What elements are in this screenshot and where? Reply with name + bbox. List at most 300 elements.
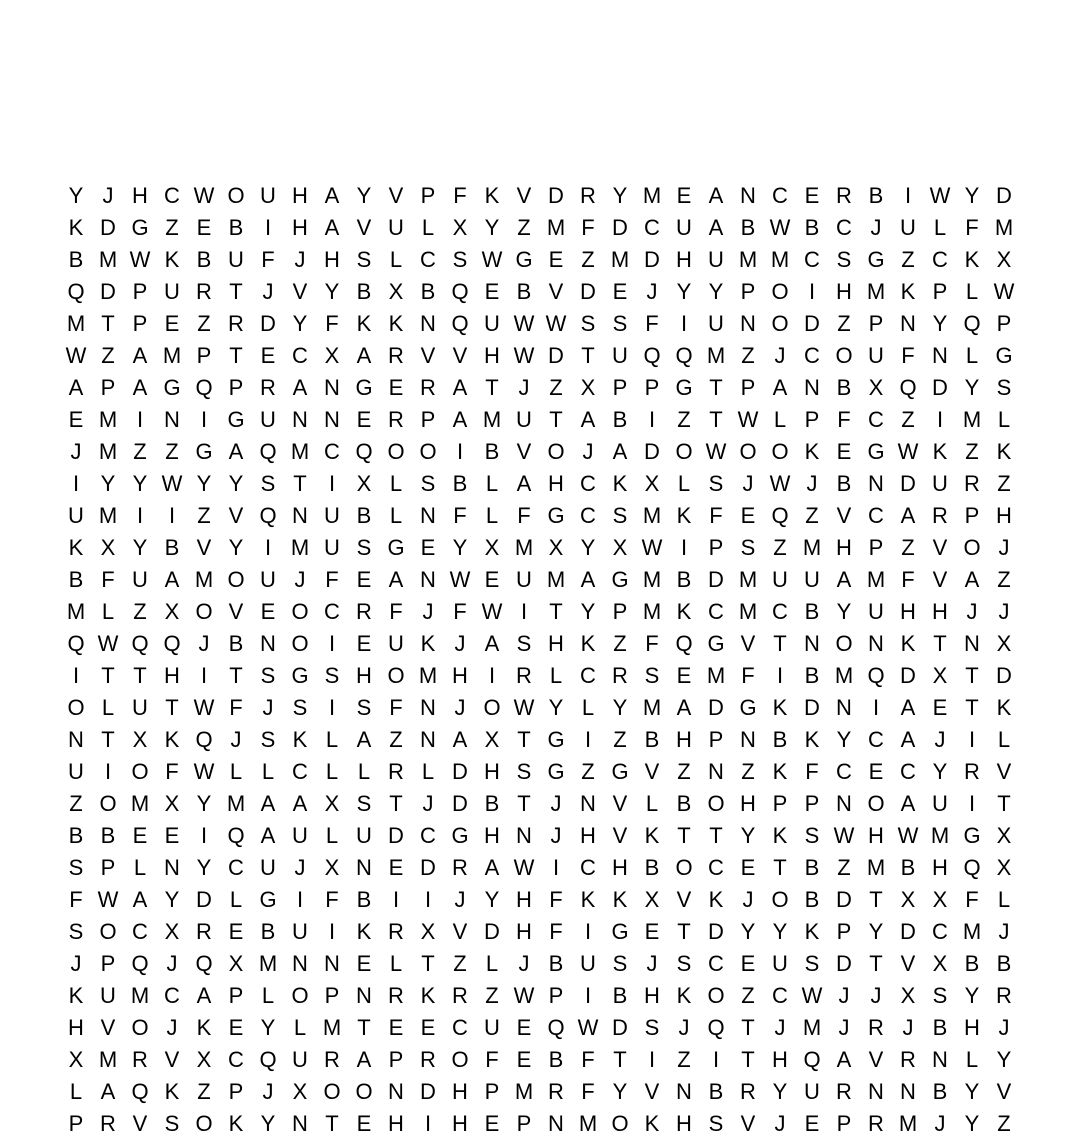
- letter-cell[interactable]: N: [164, 407, 180, 432]
- letter-cell[interactable]: V: [932, 535, 948, 560]
- letter-cell[interactable]: E: [356, 951, 372, 976]
- letter-cell[interactable]: B: [356, 503, 372, 528]
- letter-cell[interactable]: U: [516, 567, 532, 592]
- letter-cell[interactable]: A: [132, 375, 148, 400]
- letter-cell[interactable]: C: [836, 215, 852, 240]
- letter-cell[interactable]: T: [549, 599, 563, 624]
- letter-cell[interactable]: A: [772, 375, 788, 400]
- letter-cell[interactable]: P: [228, 1079, 244, 1104]
- letter-cell[interactable]: J: [806, 471, 818, 496]
- letter-cell[interactable]: Y: [836, 727, 852, 752]
- letter-cell[interactable]: I: [584, 983, 592, 1008]
- letter-cell[interactable]: B: [260, 919, 276, 944]
- letter-cell[interactable]: U: [516, 407, 532, 432]
- letter-cell[interactable]: S: [356, 791, 372, 816]
- letter-cell[interactable]: B: [804, 215, 820, 240]
- letter-cell[interactable]: E: [164, 823, 180, 848]
- letter-cell[interactable]: S: [740, 535, 756, 560]
- letter-cell[interactable]: O: [771, 887, 789, 912]
- letter-cell[interactable]: Z: [997, 1111, 1011, 1136]
- letter-cell[interactable]: A: [324, 215, 340, 240]
- letter-cell[interactable]: M: [770, 247, 790, 272]
- letter-cell[interactable]: C: [292, 759, 308, 784]
- letter-cell[interactable]: K: [804, 439, 820, 464]
- letter-cell[interactable]: U: [484, 1015, 500, 1040]
- letter-cell[interactable]: A: [484, 855, 500, 880]
- letter-cell[interactable]: W: [897, 823, 919, 848]
- letter-cell[interactable]: A: [388, 567, 404, 592]
- letter-cell[interactable]: L: [293, 1015, 307, 1040]
- letter-cell[interactable]: A: [836, 1047, 852, 1072]
- letter-cell[interactable]: B: [516, 279, 532, 304]
- letter-cell[interactable]: P: [644, 375, 660, 400]
- letter-cell[interactable]: K: [772, 695, 788, 720]
- letter-cell[interactable]: V: [452, 343, 468, 368]
- letter-cell[interactable]: J: [902, 1015, 914, 1040]
- letter-cell[interactable]: B: [452, 471, 468, 496]
- letter-cell[interactable]: C: [580, 503, 596, 528]
- letter-cell[interactable]: A: [68, 375, 84, 400]
- letter-cell[interactable]: Q: [259, 503, 277, 528]
- letter-cell[interactable]: T: [581, 343, 595, 368]
- letter-cell[interactable]: Z: [677, 1047, 691, 1072]
- letter-cell[interactable]: M: [962, 919, 982, 944]
- letter-cell[interactable]: A: [292, 791, 308, 816]
- letter-cell[interactable]: D: [420, 855, 436, 880]
- letter-cell[interactable]: S: [516, 631, 532, 656]
- letter-cell[interactable]: G: [547, 759, 565, 784]
- letter-cell[interactable]: T: [677, 823, 691, 848]
- letter-cell[interactable]: F: [69, 887, 83, 912]
- letter-cell[interactable]: M: [290, 439, 310, 464]
- letter-cell[interactable]: I: [328, 471, 336, 496]
- letter-cell[interactable]: W: [193, 759, 215, 784]
- letter-cell[interactable]: Q: [899, 375, 917, 400]
- letter-cell[interactable]: S: [644, 1015, 660, 1040]
- letter-cell[interactable]: B: [772, 727, 788, 752]
- letter-cell[interactable]: F: [581, 1047, 595, 1072]
- letter-cell[interactable]: T: [965, 695, 979, 720]
- letter-cell[interactable]: R: [452, 983, 468, 1008]
- letter-cell[interactable]: J: [294, 855, 306, 880]
- letter-cell[interactable]: K: [228, 1111, 244, 1136]
- letter-cell[interactable]: T: [389, 791, 403, 816]
- letter-cell[interactable]: Z: [389, 727, 403, 752]
- letter-cell[interactable]: F: [549, 919, 563, 944]
- letter-cell[interactable]: J: [774, 343, 786, 368]
- letter-cell[interactable]: G: [995, 343, 1013, 368]
- letter-cell[interactable]: A: [100, 1079, 116, 1104]
- letter-cell[interactable]: N: [804, 375, 820, 400]
- letter-cell[interactable]: D: [612, 215, 628, 240]
- letter-cell[interactable]: M: [706, 663, 726, 688]
- letter-cell[interactable]: P: [932, 279, 948, 304]
- letter-cell[interactable]: C: [324, 599, 340, 624]
- letter-cell[interactable]: L: [69, 1079, 83, 1104]
- letter-cell[interactable]: V: [100, 1015, 116, 1040]
- letter-cell[interactable]: G: [867, 247, 885, 272]
- letter-cell[interactable]: M: [418, 663, 438, 688]
- letter-cell[interactable]: Q: [675, 343, 693, 368]
- letter-cell[interactable]: V: [900, 951, 916, 976]
- letter-cell[interactable]: P: [196, 343, 212, 368]
- letter-cell[interactable]: K: [420, 631, 436, 656]
- letter-cell[interactable]: Y: [580, 535, 596, 560]
- letter-cell[interactable]: M: [98, 439, 118, 464]
- letter-cell[interactable]: Y: [964, 1111, 980, 1136]
- letter-cell[interactable]: W: [97, 631, 119, 656]
- letter-cell[interactable]: B: [68, 823, 84, 848]
- letter-cell[interactable]: Y: [164, 887, 180, 912]
- letter-cell[interactable]: R: [452, 855, 468, 880]
- letter-cell[interactable]: O: [547, 439, 565, 464]
- letter-cell[interactable]: C: [900, 759, 916, 784]
- letter-cell[interactable]: X: [388, 279, 404, 304]
- letter-cell[interactable]: K: [612, 471, 628, 496]
- letter-cell[interactable]: C: [580, 471, 596, 496]
- letter-cell[interactable]: Y: [260, 1015, 276, 1040]
- letter-cell[interactable]: D: [836, 951, 852, 976]
- letter-cell[interactable]: P: [612, 599, 628, 624]
- letter-cell[interactable]: C: [580, 855, 596, 880]
- letter-cell[interactable]: O: [451, 1047, 469, 1072]
- letter-cell[interactable]: A: [836, 567, 852, 592]
- letter-cell[interactable]: L: [357, 759, 371, 784]
- letter-cell[interactable]: B: [100, 823, 116, 848]
- letter-cell[interactable]: E: [548, 247, 564, 272]
- letter-cell[interactable]: P: [740, 279, 756, 304]
- letter-cell[interactable]: Z: [165, 439, 179, 464]
- letter-cell[interactable]: V: [292, 279, 308, 304]
- letter-cell[interactable]: Q: [227, 823, 245, 848]
- letter-cell[interactable]: I: [72, 663, 80, 688]
- letter-cell[interactable]: Q: [547, 1015, 565, 1040]
- letter-cell[interactable]: E: [932, 695, 948, 720]
- letter-cell[interactable]: H: [68, 1015, 84, 1040]
- letter-cell[interactable]: U: [868, 343, 884, 368]
- letter-cell[interactable]: U: [292, 823, 308, 848]
- letter-cell[interactable]: L: [421, 759, 435, 784]
- letter-cell[interactable]: H: [452, 1111, 468, 1136]
- letter-cell[interactable]: Z: [741, 343, 755, 368]
- letter-cell[interactable]: I: [680, 535, 688, 560]
- letter-cell[interactable]: U: [868, 599, 884, 624]
- letter-cell[interactable]: O: [483, 695, 501, 720]
- letter-cell[interactable]: K: [644, 1111, 660, 1136]
- letter-cell[interactable]: E: [356, 1111, 372, 1136]
- letter-cell[interactable]: E: [164, 311, 180, 336]
- letter-cell[interactable]: U: [388, 215, 404, 240]
- letter-cell[interactable]: T: [165, 695, 179, 720]
- letter-cell[interactable]: G: [387, 535, 405, 560]
- letter-cell[interactable]: Q: [643, 343, 661, 368]
- letter-cell[interactable]: B: [836, 375, 852, 400]
- letter-cell[interactable]: D: [996, 663, 1012, 688]
- letter-cell[interactable]: K: [580, 887, 596, 912]
- letter-cell[interactable]: A: [900, 695, 916, 720]
- letter-cell[interactable]: M: [866, 279, 886, 304]
- letter-cell[interactable]: J: [774, 1015, 786, 1040]
- letter-cell[interactable]: L: [261, 983, 275, 1008]
- letter-cell[interactable]: H: [484, 343, 500, 368]
- letter-cell[interactable]: T: [549, 407, 563, 432]
- letter-cell[interactable]: L: [389, 247, 403, 272]
- letter-cell[interactable]: U: [804, 567, 820, 592]
- letter-cell[interactable]: P: [804, 407, 820, 432]
- letter-cell[interactable]: M: [194, 567, 214, 592]
- letter-cell[interactable]: H: [516, 887, 532, 912]
- letter-cell[interactable]: M: [994, 215, 1014, 240]
- letter-cell[interactable]: S: [356, 695, 372, 720]
- letter-cell[interactable]: F: [165, 759, 179, 784]
- letter-cell[interactable]: Y: [996, 1047, 1012, 1072]
- letter-cell[interactable]: R: [836, 183, 852, 208]
- letter-cell[interactable]: J: [678, 1015, 690, 1040]
- letter-cell[interactable]: Q: [355, 439, 373, 464]
- letter-cell[interactable]: V: [740, 631, 756, 656]
- letter-cell[interactable]: R: [100, 1111, 116, 1136]
- letter-cell[interactable]: F: [517, 503, 531, 528]
- letter-cell[interactable]: Q: [867, 663, 885, 688]
- letter-cell[interactable]: L: [997, 407, 1011, 432]
- letter-cell[interactable]: J: [582, 439, 594, 464]
- letter-cell[interactable]: R: [260, 375, 276, 400]
- letter-cell[interactable]: A: [452, 407, 468, 432]
- letter-cell[interactable]: F: [325, 567, 339, 592]
- letter-cell[interactable]: L: [677, 471, 691, 496]
- letter-cell[interactable]: M: [738, 599, 758, 624]
- letter-cell[interactable]: R: [612, 663, 628, 688]
- letter-cell[interactable]: U: [260, 183, 276, 208]
- letter-cell[interactable]: Z: [581, 759, 595, 784]
- letter-cell[interactable]: M: [130, 983, 150, 1008]
- letter-cell[interactable]: H: [164, 663, 180, 688]
- letter-cell[interactable]: O: [291, 983, 309, 1008]
- letter-cell[interactable]: D: [932, 375, 948, 400]
- letter-cell[interactable]: X: [644, 471, 660, 496]
- letter-cell[interactable]: C: [164, 983, 180, 1008]
- letter-cell[interactable]: N: [580, 791, 596, 816]
- letter-cell[interactable]: I: [552, 855, 560, 880]
- letter-cell[interactable]: W: [193, 183, 215, 208]
- letter-cell[interactable]: O: [131, 759, 149, 784]
- letter-cell[interactable]: L: [485, 951, 499, 976]
- letter-cell[interactable]: D: [452, 791, 468, 816]
- letter-cell[interactable]: G: [707, 631, 725, 656]
- letter-cell[interactable]: G: [515, 247, 533, 272]
- letter-cell[interactable]: C: [452, 1015, 468, 1040]
- letter-cell[interactable]: A: [452, 727, 468, 752]
- letter-cell[interactable]: T: [485, 375, 499, 400]
- letter-cell[interactable]: D: [900, 919, 916, 944]
- letter-cell[interactable]: D: [548, 183, 564, 208]
- letter-cell[interactable]: C: [420, 247, 436, 272]
- letter-cell[interactable]: T: [229, 279, 243, 304]
- letter-cell[interactable]: T: [933, 631, 947, 656]
- letter-cell[interactable]: Y: [612, 1079, 628, 1104]
- letter-cell[interactable]: X: [228, 951, 244, 976]
- letter-cell[interactable]: J: [998, 1015, 1010, 1040]
- letter-cell[interactable]: K: [900, 631, 916, 656]
- letter-cell[interactable]: V: [196, 535, 212, 560]
- letter-cell[interactable]: A: [260, 791, 276, 816]
- letter-cell[interactable]: V: [644, 759, 660, 784]
- letter-cell[interactable]: B: [644, 727, 660, 752]
- letter-cell[interactable]: H: [868, 823, 884, 848]
- letter-cell[interactable]: R: [228, 311, 244, 336]
- letter-cell[interactable]: F: [453, 183, 467, 208]
- letter-cell[interactable]: N: [292, 407, 308, 432]
- letter-cell[interactable]: M: [834, 663, 854, 688]
- letter-cell[interactable]: M: [642, 599, 662, 624]
- letter-cell[interactable]: W: [193, 695, 215, 720]
- letter-cell[interactable]: K: [484, 183, 500, 208]
- letter-cell[interactable]: Y: [132, 471, 148, 496]
- letter-cell[interactable]: M: [642, 183, 662, 208]
- letter-cell[interactable]: N: [932, 1047, 948, 1072]
- letter-cell[interactable]: O: [771, 439, 789, 464]
- letter-cell[interactable]: O: [963, 535, 981, 560]
- letter-cell[interactable]: B: [644, 855, 660, 880]
- letter-cell[interactable]: X: [996, 855, 1012, 880]
- letter-cell[interactable]: M: [66, 599, 86, 624]
- letter-cell[interactable]: N: [292, 1111, 308, 1136]
- letter-cell[interactable]: F: [965, 887, 979, 912]
- letter-cell[interactable]: I: [328, 919, 336, 944]
- letter-cell[interactable]: G: [195, 439, 213, 464]
- letter-cell[interactable]: W: [833, 823, 855, 848]
- letter-cell[interactable]: W: [929, 183, 951, 208]
- letter-cell[interactable]: S: [996, 375, 1012, 400]
- letter-cell[interactable]: F: [901, 343, 915, 368]
- letter-cell[interactable]: A: [292, 375, 308, 400]
- letter-cell[interactable]: U: [292, 1047, 308, 1072]
- letter-cell[interactable]: E: [740, 503, 756, 528]
- letter-cell[interactable]: O: [611, 1111, 629, 1136]
- letter-cell[interactable]: A: [484, 631, 500, 656]
- letter-cell[interactable]: A: [676, 695, 692, 720]
- letter-cell[interactable]: Z: [133, 599, 147, 624]
- letter-cell[interactable]: Q: [451, 311, 469, 336]
- letter-cell[interactable]: O: [99, 791, 117, 816]
- letter-cell[interactable]: S: [516, 759, 532, 784]
- letter-cell[interactable]: H: [292, 183, 308, 208]
- letter-cell[interactable]: N: [292, 503, 308, 528]
- letter-cell[interactable]: L: [133, 855, 147, 880]
- letter-cell[interactable]: U: [676, 215, 692, 240]
- letter-cell[interactable]: P: [868, 311, 884, 336]
- letter-cell[interactable]: J: [998, 919, 1010, 944]
- letter-cell[interactable]: Y: [740, 919, 756, 944]
- letter-cell[interactable]: B: [356, 887, 372, 912]
- letter-cell[interactable]: U: [772, 567, 788, 592]
- letter-cell[interactable]: B: [612, 407, 628, 432]
- letter-cell[interactable]: Q: [259, 1047, 277, 1072]
- letter-cell[interactable]: H: [740, 791, 756, 816]
- letter-cell[interactable]: S: [260, 727, 276, 752]
- letter-cell[interactable]: Z: [997, 567, 1011, 592]
- letter-cell[interactable]: T: [741, 1015, 755, 1040]
- letter-cell[interactable]: Y: [484, 215, 500, 240]
- letter-cell[interactable]: N: [516, 823, 532, 848]
- letter-cell[interactable]: J: [742, 471, 754, 496]
- letter-cell[interactable]: I: [520, 599, 528, 624]
- letter-cell[interactable]: K: [676, 503, 692, 528]
- letter-cell[interactable]: Q: [963, 311, 981, 336]
- letter-cell[interactable]: J: [870, 215, 882, 240]
- letter-cell[interactable]: J: [838, 983, 850, 1008]
- letter-cell[interactable]: I: [136, 407, 144, 432]
- letter-cell[interactable]: X: [356, 471, 372, 496]
- letter-cell[interactable]: N: [964, 631, 980, 656]
- letter-cell[interactable]: I: [264, 215, 272, 240]
- letter-cell[interactable]: M: [962, 407, 982, 432]
- letter-cell[interactable]: H: [996, 503, 1012, 528]
- letter-cell[interactable]: T: [357, 1015, 371, 1040]
- letter-cell[interactable]: Z: [101, 343, 115, 368]
- letter-cell[interactable]: S: [612, 951, 628, 976]
- letter-cell[interactable]: A: [516, 471, 532, 496]
- letter-cell[interactable]: H: [836, 279, 852, 304]
- letter-cell[interactable]: Y: [100, 471, 116, 496]
- letter-cell[interactable]: R: [900, 1047, 916, 1072]
- letter-cell[interactable]: O: [99, 919, 117, 944]
- letter-cell[interactable]: O: [739, 439, 757, 464]
- letter-cell[interactable]: P: [964, 503, 980, 528]
- letter-cell[interactable]: J: [198, 631, 210, 656]
- letter-cell[interactable]: X: [580, 375, 596, 400]
- letter-cell[interactable]: O: [291, 599, 309, 624]
- letter-cell[interactable]: E: [612, 279, 628, 304]
- letter-cell[interactable]: A: [356, 727, 372, 752]
- letter-cell[interactable]: D: [612, 1015, 628, 1040]
- letter-cell[interactable]: D: [804, 311, 820, 336]
- letter-cell[interactable]: M: [482, 407, 502, 432]
- letter-cell[interactable]: J: [550, 823, 562, 848]
- letter-cell[interactable]: O: [771, 311, 789, 336]
- letter-cell[interactable]: J: [294, 247, 306, 272]
- letter-cell[interactable]: N: [740, 311, 756, 336]
- letter-cell[interactable]: C: [868, 727, 884, 752]
- letter-cell[interactable]: N: [324, 407, 340, 432]
- letter-cell[interactable]: L: [325, 823, 339, 848]
- letter-cell[interactable]: C: [772, 183, 788, 208]
- letter-cell[interactable]: Z: [997, 471, 1011, 496]
- letter-cell[interactable]: R: [132, 1047, 148, 1072]
- letter-cell[interactable]: N: [836, 791, 852, 816]
- letter-cell[interactable]: S: [260, 663, 276, 688]
- letter-cell[interactable]: E: [516, 1047, 532, 1072]
- letter-cell[interactable]: U: [132, 567, 148, 592]
- letter-cell[interactable]: A: [132, 343, 148, 368]
- letter-cell[interactable]: S: [708, 1111, 724, 1136]
- letter-cell[interactable]: X: [324, 343, 340, 368]
- letter-cell[interactable]: X: [548, 535, 564, 560]
- letter-cell[interactable]: N: [740, 727, 756, 752]
- letter-cell[interactable]: P: [388, 1047, 404, 1072]
- letter-cell[interactable]: R: [868, 1111, 884, 1136]
- letter-cell[interactable]: E: [740, 855, 756, 880]
- letter-cell[interactable]: B: [996, 951, 1012, 976]
- letter-cell[interactable]: F: [389, 599, 403, 624]
- letter-cell[interactable]: L: [101, 599, 115, 624]
- letter-cell[interactable]: F: [709, 503, 723, 528]
- letter-cell[interactable]: N: [260, 631, 276, 656]
- letter-cell[interactable]: O: [227, 567, 245, 592]
- letter-cell[interactable]: U: [708, 247, 724, 272]
- letter-cell[interactable]: W: [129, 247, 151, 272]
- letter-cell[interactable]: F: [837, 407, 851, 432]
